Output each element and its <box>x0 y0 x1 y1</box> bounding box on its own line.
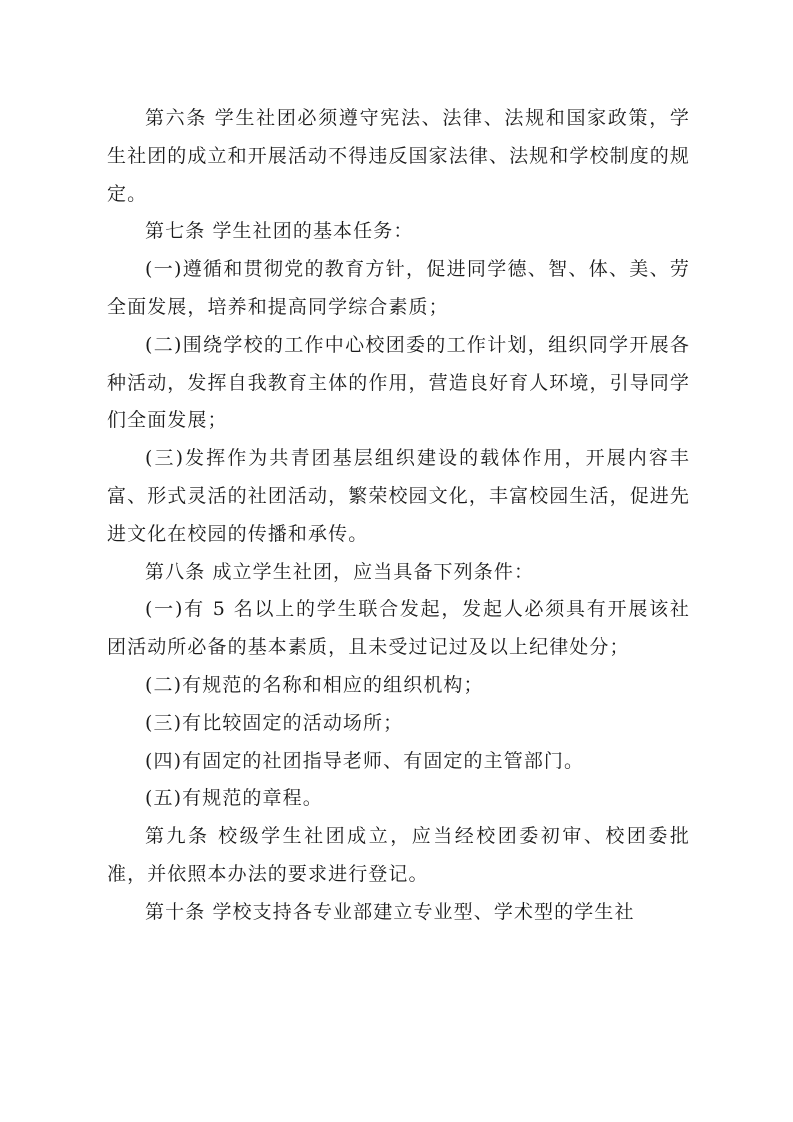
article-9-paragraph: 第九条 校级学生社团成立，应当经校团委初审、校团委批准，并依照本办法的要求进行登记。 <box>107 825 690 885</box>
article-8-item-4: (四)有固定的社团指导老师、有固定的主管部门。 <box>145 749 585 772</box>
article-6-paragraph: 第六条 学生社团必须遵守宪法、法律、法规和国家政策，学生社团的成立和开展活动不得违反国家法律、法规和学校制度的规定。 <box>107 107 690 205</box>
article-8-item-1: (一)有 5 名以上的学生联合发起，发起人必须具有开展该社团活动所必备的基本素质，且未受过记过及以上纪律处分； <box>107 598 690 659</box>
article-7-heading: 第七条 学生社团的基本任务： <box>145 220 414 243</box>
article-7-item-3: (三)发挥作为共青团基层组织建设的载体作用，开展内容丰富、形式灵活的社团活动，繁荣校园文化，丰富校园生活，促进先进文化在校园的传播和承传。 <box>107 447 690 545</box>
article-8-item-3: (三)有比较固定的活动场所； <box>145 711 404 734</box>
article-7-item-2: (二)围绕学校的工作中心校团委的工作计划，组织同学开展各种活动，发挥自我教育主体的作用，营造良好育人环境，引导同学们全面发展； <box>107 333 690 432</box>
article-7-item-1: (一)遵循和贯彻党的教育方针，促进同学德、智、体、美、劳全面发展，培养和提高同学综合素质； <box>107 258 690 318</box>
article-10-paragraph: 第十条 学校支持各专业部建立专业型、学术型的学生社 <box>145 900 635 923</box>
document-page <box>107 100 690 932</box>
article-8-item-2: (二)有规范的名称和相应的组织机构； <box>145 673 484 696</box>
article-8-item-5: (五)有规范的章程。 <box>145 787 323 810</box>
article-8-heading: 第八条 成立学生社团，应当具备下列条件： <box>145 560 535 583</box>
